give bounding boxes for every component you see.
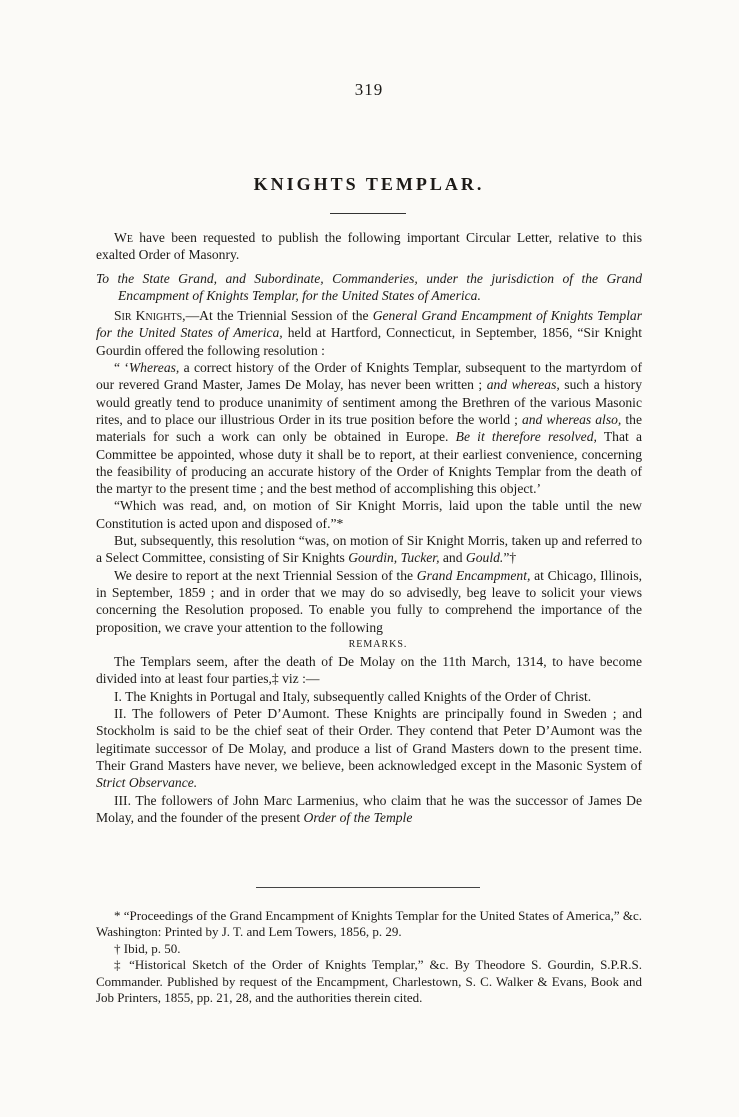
footnotes [96, 908, 642, 1006]
p1-text-a: —At the Triennial Session of the [185, 308, 373, 324]
intro-paragraph [96, 229, 642, 264]
salutation: Sir Knights, [114, 308, 186, 324]
paragraph-4 [96, 532, 642, 567]
p4-c: and [439, 550, 466, 566]
p5-b: Grand Encampment, [416, 567, 531, 583]
p2-i: That a Committee be appointed, whose duty it shall be to report, at their earliest convenience, concerning the feasibility of producing an accurate history of the Order of Knights Templar from the death of the martyr to the present time ; and the best method of accomplishing this object.’ [96, 429, 642, 497]
footnote-2: † Ibid, p. 50. [114, 940, 181, 956]
page-number: 319 [354, 80, 384, 99]
p4-d: Gould. [465, 550, 504, 566]
paragraph-2 [96, 359, 642, 497]
article-body [96, 229, 642, 826]
title-rule [330, 213, 406, 214]
p5-c: at Chicago, Illinois, in September, 1859 ; and in order that we may do so advisedly, beg leave to solicit your views concerning the Resolution proposed. To enable you fully to comprehend the importance of the proposition, we crave your attention to the following [96, 567, 643, 635]
r4-a: III. The followers of John Marc Larmenius, who claim that he was the successor of James De Molay, and the founder of the present [96, 792, 642, 825]
p2-a: “ ‘ [114, 360, 129, 376]
remarks-paragraph-3 [96, 705, 642, 791]
r3-b: Strict Observance. [96, 775, 198, 791]
paragraph-1 [96, 307, 642, 359]
footnote-rule [256, 887, 480, 888]
p2-e: such a history would greatly tend to produce unanimity of sentiment among the Brethren of the various Masonic rites, and to place our illustrious Order in its true position before the world ; [96, 377, 642, 427]
p4-b: Gourdin, Tucker, [348, 550, 440, 566]
p2-b: Whereas, [128, 360, 180, 376]
paragraph-5 [96, 567, 642, 636]
footnote-3: ‡ “Historical Sketch of the Order of Knights Templar,” &c. By Theodore S. Gourdin, S.P.R.S. Commander. Published by request of the Encampment, Charlestown, S. C. Walker & Evans, Book and Job Printers, 1855, pp. 21, 28, and the authorities therein cited. [96, 957, 642, 1006]
p2-d: and whereas, [486, 377, 560, 393]
p1-text-c: held at Hartford, Connecticut, in September, 1856, “Sir Knight Gourdin offered the following resolution : [96, 325, 643, 358]
p4-e: ”† [503, 550, 517, 566]
remarks-paragraph-4 [96, 792, 642, 827]
paragraph-3: “Which was read, and, on motion of Sir Knight Morris, laid upon the table until the new Constitution is acted upon and disposed of.”* [96, 498, 642, 531]
p2-c: a correct history of the Order of Knights Templar, subsequent to the martyrdom of our revered Grand Master, James De Molay, has never been written ; [96, 360, 642, 393]
remarks-paragraph-2: I. The Knights in Portugal and Italy, subsequently called Knights of the Order of Christ. [114, 688, 592, 704]
page-title: KNIGHTS TEMPLAR. [253, 174, 485, 194]
intro-text: have been requested to publish the following important Circular Letter, relative to this exalted Order of Masonry. [96, 230, 642, 263]
p2-h: Be it therefore resolved, [455, 429, 597, 445]
remarks-heading: REMARKS. [348, 638, 408, 650]
p5-a: We desire to report at the next Triennial Session of the [114, 567, 417, 583]
p2-g: the materials for such a work can only be obtained in Europe. [96, 411, 642, 445]
intro-dropcap: We [114, 230, 133, 245]
r4-b: Order of the Temple [303, 809, 413, 825]
p1-text-b: General Grand Encampment of Knights Templar for the United States of America, [96, 308, 643, 341]
footnote-1: * “Proceedings of the Grand Encampment of Knights Templar for the United States of America,” &c. Washington: Printed by J. T. and Lem Towers, 1856, p. 29. [96, 908, 642, 940]
p4-a: But, subsequently, this resolution “was, on motion of Sir Knight Morris, taken up and referred to a Select Committee, consisting of Sir Knights [96, 533, 642, 566]
address-line: To the State Grand, and Subordinate, Commanderies, under the jurisdiction of the Grand Encampment of Knights Templar, for the United States of America. [96, 270, 642, 303]
p2-f: and whereas also, [521, 411, 622, 427]
remarks-paragraph-1: The Templars seem, after the death of De Molay on the 11th March, 1314, to have become divided into at least four parties,‡ viz :— [96, 654, 642, 687]
r3-a: II. The followers of Peter D’Aumont. These Knights are principally found in Sweden ; and Stockholm is said to be the chief seat of their Order. They contend that Peter D’Aumont was the legitimate successor of De Molay, and produce a list of Grand Masters down to the present time. Their Grand Masters have never, we believe, been acknowledged except in the Masonic System of [96, 706, 642, 773]
